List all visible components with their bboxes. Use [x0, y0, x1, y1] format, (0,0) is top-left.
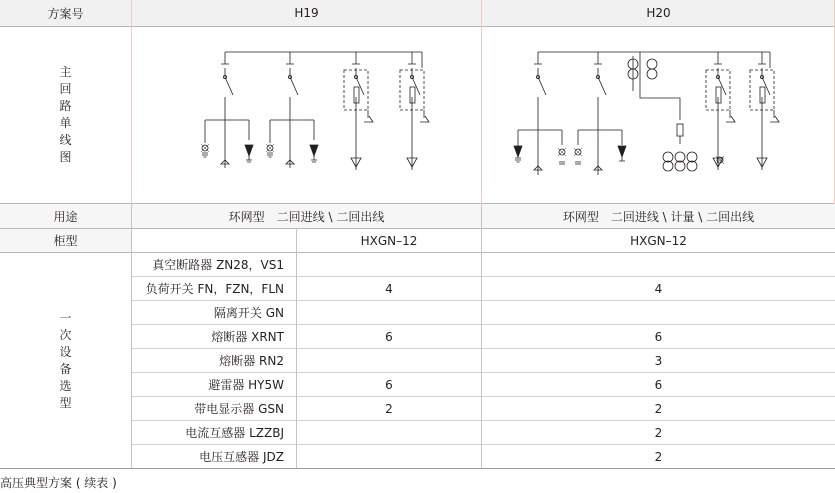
equipment-section-label — [0, 253, 131, 468]
equipment-label-char: 型 — [59, 395, 72, 410]
grid-line — [131, 204, 132, 468]
grid-line — [0, 252, 835, 253]
equipment-name: 负荷开关 FN，FZN，FLN — [145, 282, 284, 296]
grid-line — [0, 468, 835, 469]
h20-single-line-diagram — [500, 40, 790, 190]
usage-h19: 环网型 二回进线 \ 二回出线 — [132, 204, 481, 228]
equipment-name: 避雷器 HY5W — [208, 378, 284, 392]
header-scheme-label: 方案号 — [0, 0, 131, 26]
grid-line — [131, 0, 132, 204]
equipment-name: 熔断器 RN2 — [219, 354, 284, 368]
cabinet-h19: HXGN–12 — [360, 233, 418, 248]
equipment-h19-qty — [297, 421, 481, 444]
equipment-h20-qty: 6 — [654, 377, 663, 392]
equipment-h19-qty: 4 — [385, 281, 393, 296]
equipment-h19-qty: 6 — [385, 377, 393, 392]
equipment-name: 带电显示器 GSN — [194, 402, 284, 416]
diagram-row-label-char: 路 — [59, 99, 72, 113]
diagram-row-label — [0, 27, 131, 203]
usage-label: 用途 — [0, 204, 131, 228]
diagram-row-label-char: 图 — [59, 150, 72, 164]
equipment-h20-qty: 2 — [654, 425, 663, 440]
h19-single-line-diagram — [190, 40, 440, 190]
equipment-label-char: 一 — [59, 310, 72, 325]
grid-line — [132, 396, 835, 397]
equipment-name: 真空断路器 ZN28，VS1 — [152, 258, 284, 272]
diagram-row-label-char: 线 — [59, 133, 72, 147]
equipment-h20-qty: 2 — [654, 449, 663, 464]
equipment-name: 电流互感器 LZZBJ — [185, 426, 284, 440]
equipment-h19-qty: 2 — [385, 401, 393, 416]
header-h19: H19 — [132, 0, 481, 26]
grid-line — [0, 228, 835, 229]
cabinet-label: 柜型 — [0, 229, 131, 252]
equipment-name: 隔离开关 GN — [213, 306, 284, 320]
equipment-label-char: 选 — [59, 378, 72, 393]
grid-line — [0, 203, 835, 204]
header-h20: H20 — [482, 0, 835, 26]
grid-line — [132, 348, 835, 349]
table-caption: 高压典型方案 ( 续表 ) — [0, 476, 117, 490]
equipment-h20-qty — [482, 253, 835, 276]
equipment-h20-qty: 6 — [654, 329, 663, 344]
grid-line — [0, 26, 835, 27]
grid-line — [296, 229, 297, 468]
equipment-h19-qty — [297, 301, 481, 324]
grid-line — [481, 204, 482, 468]
equipment-h19-qty — [297, 253, 481, 276]
grid-line — [132, 372, 835, 373]
equipment-label-char: 设 — [59, 344, 72, 359]
equipment-h20-qty: 3 — [654, 353, 663, 368]
equipment-h20-qty: 2 — [654, 401, 663, 416]
cabinet-h20: HXGN–12 — [630, 233, 687, 248]
equipment-h19-qty — [297, 349, 481, 372]
diagram-row-label-char: 回 — [59, 82, 72, 96]
grid-line — [132, 444, 835, 445]
equipment-name: 熔断器 XRNT — [211, 330, 284, 344]
equipment-label-char: 备 — [59, 361, 72, 376]
grid-line — [132, 276, 835, 277]
grid-line — [481, 0, 482, 204]
equipment-name: 电压互感器 JDZ — [199, 450, 284, 464]
usage-h20: 环网型 二回进线 \ 计量 \ 二回出线 — [482, 204, 835, 228]
equipment-h20-qty: 4 — [654, 281, 663, 296]
equipment-label-char: 次 — [59, 327, 72, 342]
grid-line — [132, 420, 835, 421]
grid-line — [132, 324, 835, 325]
diagram-row-label-char: 主 — [59, 65, 72, 79]
grid-line — [132, 300, 835, 301]
diagram-row-label-char: 单 — [59, 116, 72, 130]
equipment-h19-qty: 6 — [385, 329, 393, 344]
equipment-h20-qty — [482, 301, 835, 324]
equipment-h19-qty — [297, 445, 481, 468]
